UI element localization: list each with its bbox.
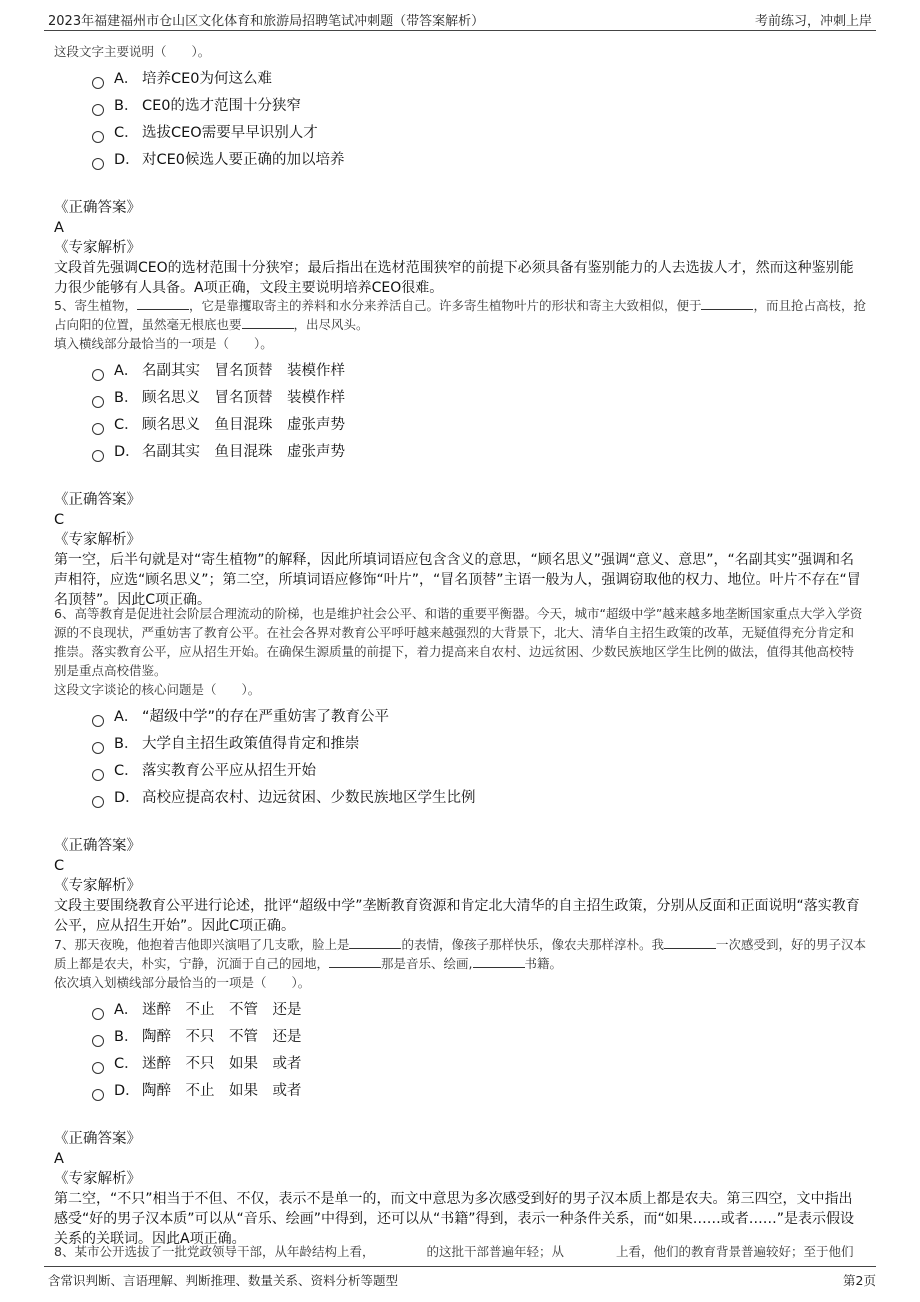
- answer-label: 《正确答案》: [54, 200, 141, 216]
- page-number: 第2页: [843, 1273, 876, 1288]
- radio-icon[interactable]: [92, 369, 104, 381]
- footer-note: 含常识判断、言语理解、判断推理、数量关系、资料分析等题型: [48, 1273, 399, 1288]
- fill-blank: [374, 1244, 426, 1256]
- fill-blank: [664, 936, 716, 949]
- radio-icon[interactable]: [92, 423, 104, 435]
- question-stem: 5、寄生植物， ，它是靠攫取寄主的养料和水分来养活自己。许多寄生植物叶片的形状和寄主大致相似，便于 ，而且抢占高枝，抢占向阳的位置，虽然毫无根底也要 ，出尽风头。: [54, 298, 866, 332]
- question-prompt: 这段文字谈论的核心问题是（ ）。: [54, 682, 261, 697]
- radio-icon[interactable]: [92, 131, 104, 143]
- option-a[interactable]: A． 培养CE0为何这么难: [92, 66, 866, 93]
- option-d[interactable]: D． 对CE0候选人要正确的加以培养: [92, 147, 866, 174]
- radio-icon[interactable]: [92, 1035, 104, 1047]
- option-c[interactable]: C． 落实教育公平应从招生开始: [92, 758, 866, 785]
- radio-icon[interactable]: [92, 104, 104, 116]
- option-c[interactable]: C． 迷醉 不只 如果 或者: [92, 1051, 866, 1078]
- fill-blank: [701, 297, 753, 310]
- answer-value: C: [54, 512, 65, 528]
- radio-icon[interactable]: [92, 1008, 104, 1020]
- page-header: [0, 0, 920, 30]
- analysis-label: 《专家解析》: [54, 240, 141, 256]
- analysis-text: 文段首先强调CEO的选材范围十分狭窄；最后指出在选材范围狭窄的前提下必须具备有鉴别能力的人去选拔人才，然而这种鉴别能力很少能够有人具备。A项正确，文段主要说明培养CEO很难。: [54, 260, 854, 296]
- question-7: [54, 935, 866, 1249]
- analysis-text: 文段主要围绕教育公平进行论述，批评“超级中学”垄断教育资源和肯定北大清华的自主招生政策，分别从反面和正面说明“落实教育公平，应从招生开始”。因此C项正确。: [54, 898, 860, 934]
- option-b[interactable]: B． CE0的选才范围十分狭窄: [92, 93, 866, 120]
- question-5: [54, 296, 866, 610]
- option-c[interactable]: C． 选拔CEO需要早早识别人才: [92, 120, 866, 147]
- question-stem: 8、某市公开选拔了一批党政领导干部，从年龄结构上看， 的这批干部普遍年轻；从 上看，他们的教育背景普遍较好；至于他们: [54, 1244, 854, 1259]
- radio-icon[interactable]: [92, 715, 104, 727]
- document-title: 2023年福建福州市仓山区文化体育和旅游局招聘笔试冲刺题（带答案解析）: [48, 14, 485, 29]
- radio-icon[interactable]: [92, 77, 104, 89]
- radio-icon[interactable]: [92, 769, 104, 781]
- question-prompt: 依次填入划横线部分最恰当的一项是（ ）。: [54, 975, 311, 990]
- option-a[interactable]: A． 名副其实 冒名顶替 装模作样: [92, 358, 866, 385]
- fill-blank: [242, 316, 294, 329]
- option-b[interactable]: B． 陶醉 不只 不管 还是: [92, 1024, 866, 1051]
- question-prompt: 填入横线部分最恰当的一项是（ ）。: [54, 336, 273, 351]
- question-8: [54, 1242, 866, 1261]
- answer-label: 《正确答案》: [54, 838, 141, 854]
- analysis-label: 《专家解析》: [54, 1171, 141, 1187]
- option-b[interactable]: B． 大学自主招生政策值得肯定和推崇: [92, 731, 866, 758]
- answer-value: A: [54, 220, 64, 236]
- question-4: [54, 42, 866, 298]
- fill-blank: [349, 936, 401, 949]
- radio-icon[interactable]: [92, 1089, 104, 1101]
- footer-divider: [44, 1266, 876, 1267]
- header-divider: [44, 30, 876, 31]
- radio-icon[interactable]: [92, 450, 104, 462]
- option-a[interactable]: A． “超级中学”的存在严重妨害了教育公平: [92, 704, 866, 731]
- option-d[interactable]: D． 名副其实 鱼目混珠 虚张声势: [92, 439, 866, 466]
- analysis-label: 《专家解析》: [54, 532, 141, 548]
- fill-blank: [329, 955, 381, 968]
- option-list: [54, 997, 866, 1105]
- fill-blank: [137, 297, 189, 310]
- answer-value: A: [54, 1151, 64, 1167]
- option-list: [54, 704, 866, 812]
- header-slogan: 考前练习，冲刺上岸: [754, 14, 872, 29]
- question-stem: 7、那天夜晚，他抱着吉他即兴演唱了几支歌，脸上是 的表情，像孩子那样快乐，像农夫那样淳朴。我 一次感受到，好的男子汉本质上都是农夫，朴实，宁静，沉湎于自己的园地， 那是音乐、绘画, 书籍。: [54, 937, 866, 971]
- radio-icon[interactable]: [92, 742, 104, 754]
- radio-icon[interactable]: [92, 158, 104, 170]
- option-list: [54, 358, 866, 466]
- analysis-label: 《专家解析》: [54, 878, 141, 894]
- answer-value: C: [54, 858, 65, 874]
- fill-blank: [473, 955, 525, 968]
- fill-blank: [564, 1244, 616, 1256]
- option-c[interactable]: C． 顾名思义 鱼目混珠 虚张声势: [92, 412, 866, 439]
- radio-icon[interactable]: [92, 396, 104, 408]
- radio-icon[interactable]: [92, 796, 104, 808]
- question-stem: 6、高等教育是促进社会阶层合理流动的阶梯，也是维护社会公平、和谐的重要平衡器。今天，城市“超级中学”越来越多地垄断国家重点大学入学资源的不良现状，严重妨害了教育公平。在社会各界对教育公平呼吁越来越强烈的大背景下，北大、清华自主招生政策的改革，无疑值得充分肯定和推崇。落实教育公平，应从招生开始。在确保生源质量的前提下，着力提高来自农村、边远贫困、少数民族地区学生比例的做法，值得其他高校特别是重点高校借鉴。: [54, 606, 863, 678]
- answer-label: 《正确答案》: [54, 1131, 141, 1147]
- answer-label: 《正确答案》: [54, 492, 141, 508]
- option-a[interactable]: A． 迷醉 不止 不管 还是: [92, 997, 866, 1024]
- analysis-text: 第二空，“不只”相当于不但、不仅，表示不是单一的，而文中意思为多次感受到好的男子汉本质上都是农夫。第三四空，文中指出感受“好的男子汉本质”可以从“音乐、绘画”中得到，还可以从“书籍”得到，表示一种条件关系，而“如果……或者……”是表示假设关系的关联词。因此A项正确。: [54, 1191, 855, 1247]
- option-d[interactable]: D． 陶醉 不止 如果 或者: [92, 1078, 866, 1105]
- option-b[interactable]: B． 顾名思义 冒名顶替 装模作样: [92, 385, 866, 412]
- radio-icon[interactable]: [92, 1062, 104, 1074]
- question-stem: 这段文字主要说明（ ）。: [54, 44, 211, 59]
- analysis-text: 第一空，后半句就是对“寄生植物”的解释，因此所填词语应包含含义的意思，“顾名思义”强调“意义、意思”，“名副其实”强调和名声相符，应选“顾名思义”；第二空，所填词语应修饰“叶片”，“冒名顶替”主语一般为人，强调窃取他的权力、地位。叶片不存在“冒名顶替”。因此C项正确。: [54, 552, 861, 608]
- option-d[interactable]: D． 高校应提高农村、边远贫困、少数民族地区学生比例: [92, 785, 866, 812]
- option-list: [54, 66, 866, 174]
- question-6: [54, 604, 866, 936]
